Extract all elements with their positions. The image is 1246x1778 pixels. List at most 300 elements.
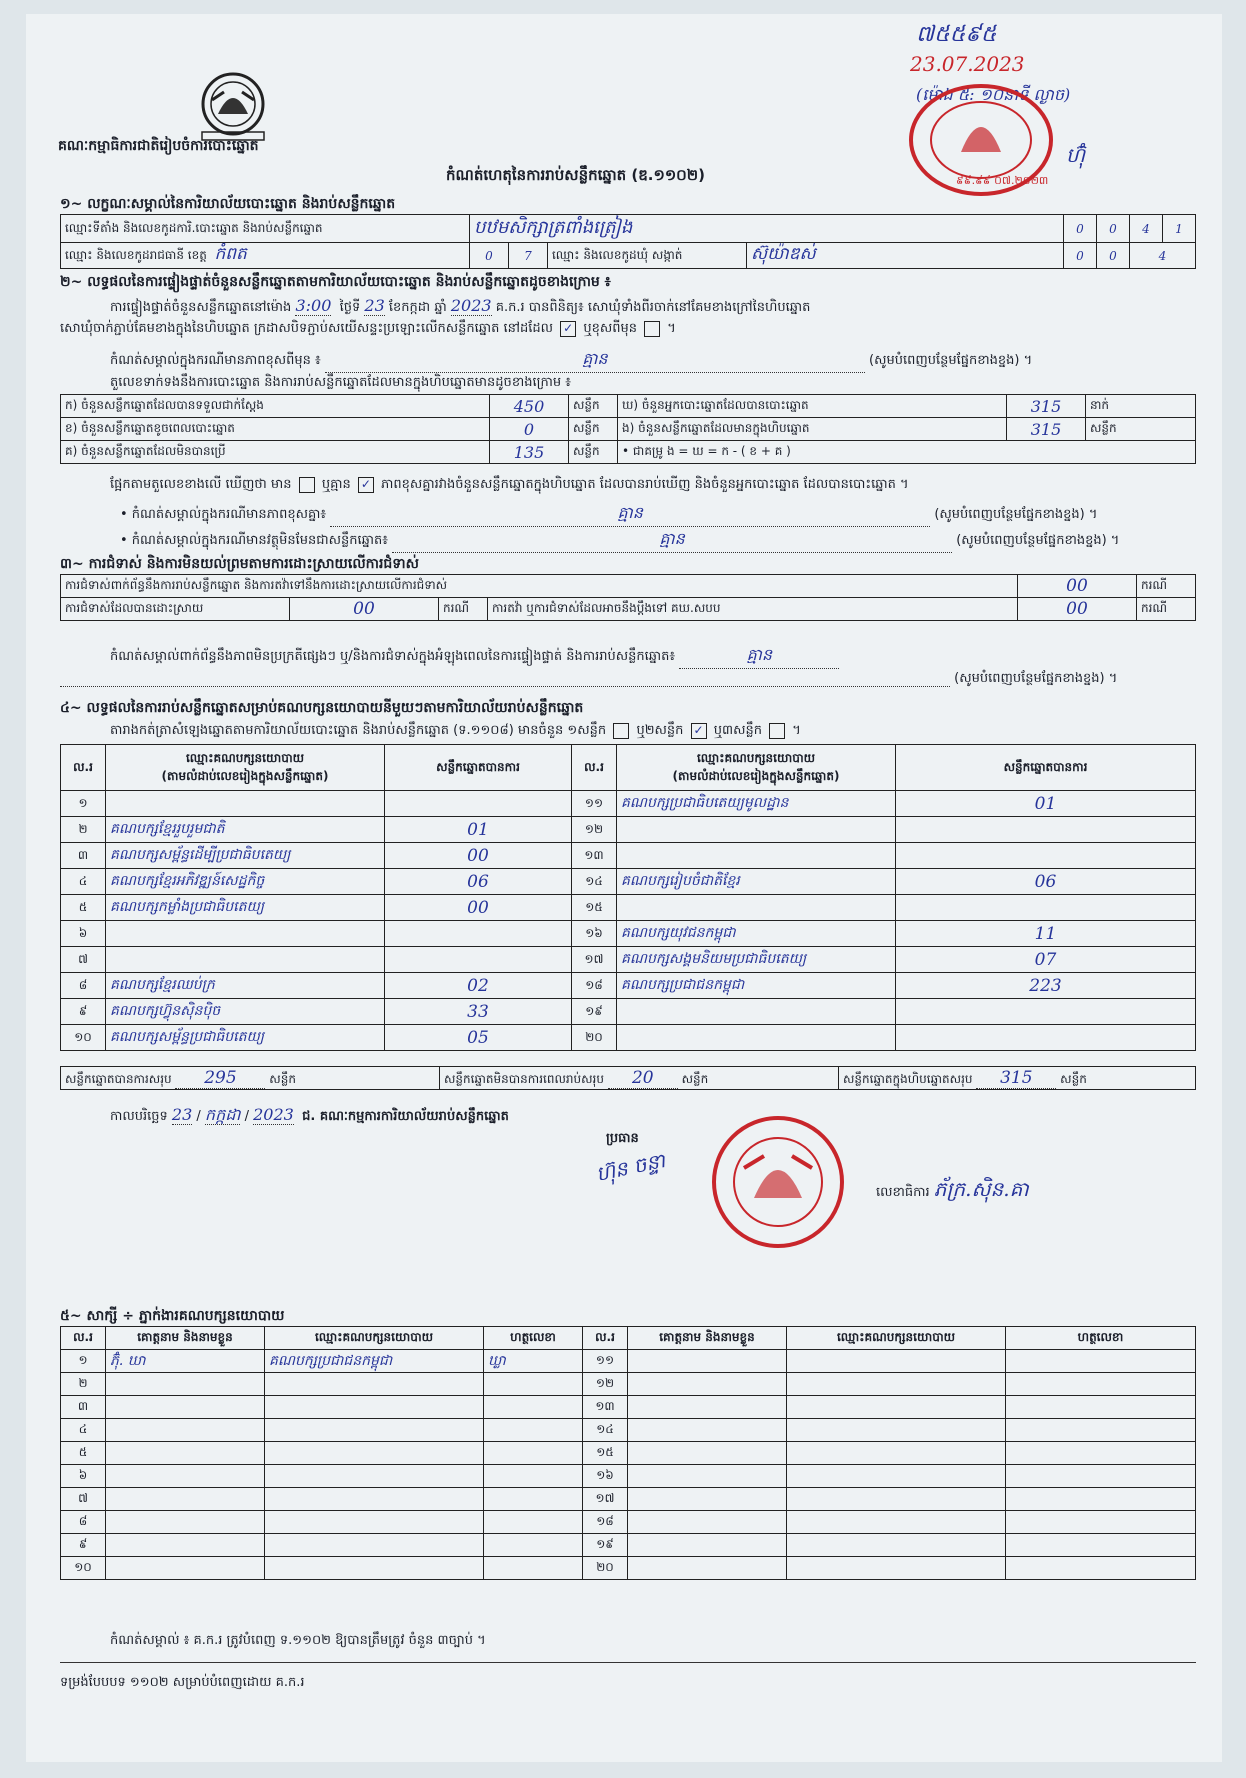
no-difference-checkbox[interactable]: ✓ <box>358 477 374 493</box>
witness-signature <box>1006 1373 1196 1396</box>
total-invalid-cell <box>440 1067 839 1090</box>
row-number: ១០ <box>61 1025 106 1051</box>
figure-value: 315 <box>1007 395 1086 418</box>
difference-note-line <box>110 348 1032 373</box>
row-number: ១៦ <box>572 921 617 947</box>
witness-body <box>61 1350 1196 1580</box>
station-code-digit: 0 <box>1064 215 1097 243</box>
section-2-heading: ២~ លទ្ធផលនៃការផ្ទៀងផ្ទាត់ចំនួនសន្លឹកឆ្នោតតាមការិយាល័យបោះឆ្នោត និងរាប់សន្លឹកឆ្នោតដូចខាងក្រោម ៖ <box>60 274 611 290</box>
vote-count: 223 <box>896 973 1196 999</box>
total-valid-value: 295 <box>175 1068 265 1089</box>
witness-signature <box>1006 1396 1196 1419</box>
witness-signature <box>1006 1534 1196 1557</box>
witness-party <box>265 1534 484 1557</box>
result-row <box>61 817 1196 843</box>
handwritten-code: ៧៥៥៩៥ <box>916 22 997 47</box>
row-number: ១៩ <box>572 999 617 1025</box>
changed-checkbox[interactable] <box>644 321 660 337</box>
witness-name <box>628 1465 787 1488</box>
verification-text: ការផ្ទៀងផ្ទាត់ចំនួនសន្លឹកឆ្នោតនៅម៉ោង <box>110 300 292 315</box>
commune-value: ស៊ុយ៉ាឌស់ <box>747 243 1064 269</box>
witness-signature <box>1006 1419 1196 1442</box>
witness-signature <box>484 1442 583 1465</box>
result-row <box>61 895 1196 921</box>
row-number: ៣ <box>61 1396 106 1419</box>
fill-hint: (សូមបំពេញបន្ថែមផ្នែកខាងខ្នង) ។ <box>869 353 1033 368</box>
party-name <box>617 895 896 921</box>
verification-text-b: គ.ក.រ បានពិនិត្យ៖ សោឃុំទាំងពីរចាក់នៅគែមខាងក្រៅនៃហិបឆ្នោត <box>495 300 811 315</box>
tally-intro: តារាងកត់ត្រាសំឡេងឆ្នោតតាមការិយាល័យបោះឆ្នោត និងរាប់សន្លឹកឆ្នោត (ទ.១១០៨) មានចំនួន ១សន្លឹក <box>110 723 607 738</box>
office-label: ជ. គណៈកម្មការការិយាល័យរាប់សន្លឹកឆ្នោត <box>302 1109 509 1124</box>
witness-signature <box>1006 1511 1196 1534</box>
witness-signature <box>1006 1350 1196 1373</box>
witness-name <box>106 1511 265 1534</box>
result-row <box>61 869 1196 895</box>
province-code-digit: 0 <box>470 243 509 269</box>
province-code-digit: 7 <box>509 243 548 269</box>
objections-table <box>60 574 1196 621</box>
figure-value: 0 <box>490 418 569 441</box>
commune-code-digit: 0 <box>1064 243 1097 269</box>
party-name <box>617 999 896 1025</box>
date-day: 23 <box>171 1105 193 1124</box>
row-number: ១ <box>61 1350 106 1373</box>
objection-unit: ករណី <box>1137 575 1196 598</box>
witness-name <box>106 1557 265 1580</box>
row-number: ៦ <box>61 1465 106 1488</box>
col-votes: សន្លឹកឆ្នោតបានការ <box>896 745 1196 791</box>
witness-row <box>61 1511 1196 1534</box>
row-number: ៤ <box>61 1419 106 1442</box>
bullet-value: គ្មាន <box>330 502 930 527</box>
witness-party <box>787 1488 1006 1511</box>
result-row <box>61 973 1196 999</box>
witness-name <box>106 1534 265 1557</box>
date-month: កក្កដា <box>204 1105 241 1124</box>
polling-station-table <box>60 214 1196 269</box>
party-results-table <box>60 744 1196 1051</box>
witness-name <box>106 1419 265 1442</box>
result-row <box>61 947 1196 973</box>
unit: សន្លឹក <box>269 1071 296 1086</box>
irregularity-note <box>110 644 839 669</box>
bullet-label: • កំណត់សម្គាល់ក្នុងករណីមានភាពខុសគ្នា៖ <box>120 507 327 522</box>
commune-code-digit: 4 <box>1130 243 1196 269</box>
commission-name: គណៈកម្មាធិការជាតិរៀបចំការបោះឆ្នោត <box>58 138 259 154</box>
unit: សន្លឹក <box>681 1071 709 1086</box>
province-label: ឈ្មោះ និងលេខកូដរាជធានី ខេត្ត <box>65 248 207 262</box>
witness-name <box>628 1350 787 1373</box>
figure-label: ង) ចំនួនសន្លឹកឆ្នោតដែលមានក្នុងហិបឆ្នោត <box>618 418 1007 441</box>
handwritten-time-note: (ម៉ោង ៥: ១០នាទី ល្ងាច) <box>916 85 1071 104</box>
commune-label: ឈ្មោះ និងលេខកូដឃុំ សង្កាត់ <box>548 243 747 269</box>
official-stamp-bottom <box>708 1112 848 1252</box>
witness-row <box>61 1373 1196 1396</box>
day-label: ថ្ងៃទី <box>339 300 361 315</box>
resolved-unit: ករណី <box>439 598 488 621</box>
row-number: ៧ <box>61 947 106 973</box>
col-no: ល.រ <box>61 745 106 791</box>
station-code-digit: 0 <box>1097 215 1130 243</box>
bullet-note-1 <box>120 502 1097 527</box>
form-footer: ទម្រង់បែបបទ ១១០២ សម្រាប់បំពេញដោយ គ.ក.រ <box>60 1675 305 1690</box>
witness-party <box>265 1465 484 1488</box>
stamp-number: ៩៩.៩៩ ០៧.២០២៣ <box>956 174 1049 187</box>
witness-party <box>787 1396 1006 1419</box>
witness-row <box>61 1557 1196 1580</box>
vote-count <box>385 791 572 817</box>
fill-hint: (សូមបំពេញបន្ថែមផ្នែកខាងខ្នង) ។ <box>956 533 1120 548</box>
row-number: ២ <box>61 817 106 843</box>
date-label: កាលបរិច្ឆេទ <box>110 1109 168 1124</box>
chair-signature: ហ៊ុន ចន្ទា <box>593 1148 668 1187</box>
party-name: គណបក្សកម្លាំងប្រជាធិបតេយ្យ <box>106 895 385 921</box>
bullet-value: គ្មាន <box>392 528 952 553</box>
row-number: ១៧ <box>572 947 617 973</box>
witness-party <box>265 1396 484 1419</box>
party-name: គណបក្សយុវជនកម្ពុជា <box>617 921 896 947</box>
irregularity-line-2 <box>60 670 1196 689</box>
bullet-label: • កំណត់សម្គាល់ក្នុងករណីមានវត្ថុមិនមែនជាសន្លឹកឆ្នោត៖ <box>120 533 388 548</box>
nec-logo-emblem <box>194 70 272 144</box>
witness-signature <box>484 1465 583 1488</box>
party-name <box>617 817 896 843</box>
footer-divider <box>60 1662 1196 1663</box>
row-number: ២០ <box>583 1557 628 1580</box>
row-number: ២០ <box>572 1025 617 1051</box>
col-name: គោត្តនាម និងនាមខ្លួន <box>106 1327 265 1350</box>
party-name <box>106 921 385 947</box>
difference-note-label: កំណត់សម្គាល់ក្នុងករណីមានភាពខុសពីមុន ៖ <box>110 353 321 368</box>
witness-signature <box>1006 1488 1196 1511</box>
witness-name <box>628 1396 787 1419</box>
witness-signature <box>484 1396 583 1419</box>
witness-name <box>628 1488 787 1511</box>
party-name: គណបក្សសង្គមនិយមប្រជាធិបតេយ្យ <box>617 947 896 973</box>
witness-row <box>61 1442 1196 1465</box>
col-no: ល.រ <box>572 745 617 791</box>
col-party-title: ឈ្មោះគណបក្សនយោបាយ <box>185 750 305 765</box>
blank-line <box>60 671 950 687</box>
row-number: ១១ <box>572 791 617 817</box>
col-sign: ហត្ថលេខា <box>1006 1327 1196 1350</box>
party-name <box>106 791 385 817</box>
row-number: ១១ <box>583 1350 628 1373</box>
bullet-note-2 <box>120 528 1119 553</box>
row-number: ១៥ <box>583 1442 628 1465</box>
compare-tail: ភាពខុសគ្នារវាងចំនួនសន្លឹកឆ្នោតក្នុងហិបឆ្នោត ដែលបានរាប់ឃើញ និងចំនួនអ្នកបោះឆ្នោត ដែលបានបោះឆ្នោត ។ <box>381 477 909 492</box>
witness-party <box>265 1488 484 1511</box>
col-party-title: ឈ្មោះគណបក្សនយោបាយ <box>696 750 816 765</box>
compare-text: ផ្អែកតាមតួលេខខាងលើ ឃើញថា មាន <box>110 477 292 492</box>
irregularity-label: កំណត់សម្គាល់ពាក់ព័ន្ធនឹងភាពមិនប្រក្រតីផ្សេងៗ ឬ/និងការជំទាស់ក្នុងអំឡុងពេលនៃការផ្ទៀងផ្ទាត់ និងការរាប់សន្លឹកឆ្នោត៖ <box>110 649 676 664</box>
witness-party <box>265 1557 484 1580</box>
station-name-label: ឈ្មោះទីតាំង និងលេខកូដការិ.បោះឆ្នោត និងរាប់សន្លឹកឆ្នោត <box>61 215 470 243</box>
two-sheet-label: ឬ២សន្លឹក <box>636 723 684 738</box>
section-5-heading: ៥~ សាក្សី ÷ ភ្នាក់ងារគណបក្សនយោបាយ <box>60 1308 285 1324</box>
witness-name: ភ៊ុំ. ឃា <box>106 1350 265 1373</box>
changed-label: ឬខុសពីមុន <box>583 321 637 336</box>
vote-count: 01 <box>385 817 572 843</box>
row-number: ២ <box>61 1373 106 1396</box>
witness-row <box>61 1396 1196 1419</box>
witness-name <box>628 1557 787 1580</box>
figure-value: 315 <box>1007 418 1086 441</box>
figure-label: ឃ) ចំនួនអ្នកបោះឆ្នោតដែលបានបោះឆ្នោត <box>618 395 1007 418</box>
row-number: ៩ <box>61 999 106 1025</box>
col-party-sub: (តាមលំដាប់លេខរៀងក្នុងសន្លឹកឆ្នោត) <box>161 768 329 783</box>
row-number: ១៣ <box>572 843 617 869</box>
witness-signature <box>1006 1442 1196 1465</box>
two-sheet-checkbox[interactable]: ✓ <box>691 723 707 739</box>
vote-count <box>896 1025 1196 1051</box>
col-party <box>617 745 896 791</box>
verification-line-2: សោឃុំចាក់ភ្ជាប់គែមខាងក្នុងនៃហិបឆ្នោត ក្រដាសបិទភ្ជាប់សយើសន្ទះប្រឡោះលើកសន្លឹកឆ្នោត នៅដដែល ✓ ឬខុសពីមុន ។ <box>60 320 676 336</box>
row-number: ៧ <box>61 1488 106 1511</box>
section-3-heading: ៣~ ការជំទាស់ និងការមិនយល់ព្រមតាមការដោះស្រាយលើការជំទាស់ <box>60 556 419 572</box>
fill-hint: (សូមបំពេញបន្ថែមផ្នែកខាងខ្នង) ។ <box>934 507 1098 522</box>
figure-value: 450 <box>490 395 569 418</box>
row-number: ៣ <box>61 843 106 869</box>
witness-signature: ឃ្លា <box>484 1350 583 1373</box>
total-valid-label: សន្លឹកឆ្នោតបានការសរុប <box>65 1071 172 1086</box>
result-row <box>61 1025 1196 1051</box>
col-party <box>106 745 385 791</box>
figures-intro: តួលេខទាក់ទងនឹងការបោះឆ្នោត និងការរាប់សន្លឹកឆ្នោតដែលមានក្នុងហិបឆ្នោតមានដូចខាងក្រោម ៖ <box>110 375 571 390</box>
station-code-digit: 1 <box>1163 215 1196 243</box>
witness-row <box>61 1465 1196 1488</box>
witness-party <box>787 1442 1006 1465</box>
irregularity-value: គ្មាន <box>679 644 839 669</box>
col-party: ឈ្មោះគណបក្សនយោបាយ <box>787 1327 1006 1350</box>
results-totals <box>60 1066 1196 1090</box>
row-number: ៦ <box>61 921 106 947</box>
col-party: ឈ្មោះគណបក្សនយោបាយ <box>265 1327 484 1350</box>
row-number: ១៩ <box>583 1534 628 1557</box>
witness-name <box>628 1442 787 1465</box>
row-number: ៨ <box>61 1511 106 1534</box>
tally-sheet-count-line: តារាងកត់ត្រាសំឡេងឆ្នោតតាមការិយាល័យបោះឆ្នោត និងរាប់សន្លឹកឆ្នោត (ទ.១១០៨) មានចំនួន ១សន្លឹក ឬ២សន្លឹក ✓ ឬ៣សន្លឹក ។ <box>110 722 801 738</box>
witness-name <box>106 1442 265 1465</box>
witness-row <box>61 1534 1196 1557</box>
appeal-unit: ករណី <box>1137 598 1196 621</box>
party-name: គណបក្សខ្មែររួបរួមជាតិ <box>106 817 385 843</box>
resolved-label: ការជំទាស់ដែលបានដោះស្រាយ <box>61 598 290 621</box>
month-label: ខែកក្កដា ឆ្នាំ <box>388 300 447 315</box>
figure-unit: សន្លឹក <box>1086 418 1196 441</box>
ballot-figures-table <box>60 394 1196 464</box>
witness-signature <box>484 1534 583 1557</box>
secretary-label: លេខាធិការ <box>876 1185 930 1200</box>
vote-count: 01 <box>896 791 1196 817</box>
witness-name <box>106 1465 265 1488</box>
vote-count <box>896 895 1196 921</box>
row-number: ១៤ <box>572 869 617 895</box>
witness-party <box>787 1511 1006 1534</box>
row-number: ១៥ <box>572 895 617 921</box>
witness-name <box>106 1488 265 1511</box>
party-name <box>617 1025 896 1051</box>
figure-unit: នាក់ <box>1086 395 1196 418</box>
witness-signature <box>484 1373 583 1396</box>
party-name <box>106 947 385 973</box>
vote-count: 00 <box>385 895 572 921</box>
party-name: គណបក្សសម្ព័ន្ធប្រជាធិបតេយ្យ <box>106 1025 385 1051</box>
witness-party <box>265 1511 484 1534</box>
appeal-label: ការតវ៉ា ឬការជំទាស់ដែលអាចនឹងប្តឹងទៅ គឃ.សបប <box>488 598 1018 621</box>
witness-party <box>787 1350 1006 1373</box>
chair-label: ប្រធាន <box>606 1131 639 1146</box>
col-no: ល.រ <box>61 1327 106 1350</box>
vote-count: 05 <box>385 1025 572 1051</box>
party-name: គណបក្សសម្ព័ន្ធដើម្បីប្រជាធិបតេយ្យ <box>106 843 385 869</box>
verification-line-1 <box>110 296 810 318</box>
verification-day: 23 <box>364 296 385 315</box>
witness-signature <box>484 1557 583 1580</box>
vote-count <box>896 843 1196 869</box>
province-value: កំពត <box>214 244 247 264</box>
result-row <box>61 999 1196 1025</box>
secretary-line <box>876 1176 1029 1206</box>
party-name: គណបក្សប្រជាធិបតេយ្យមូលដ្ឋាន <box>617 791 896 817</box>
col-votes: សន្លឹកឆ្នោតបានការ <box>385 745 572 791</box>
witness-name <box>628 1419 787 1442</box>
party-name <box>617 843 896 869</box>
row-number: ១ <box>61 791 106 817</box>
row-number: ១៨ <box>583 1511 628 1534</box>
witness-party <box>787 1373 1006 1396</box>
witness-row <box>61 1419 1196 1442</box>
vote-count: 33 <box>385 999 572 1025</box>
row-number: ១២ <box>583 1373 628 1396</box>
witness-name <box>106 1396 265 1419</box>
vote-count: 06 <box>896 869 1196 895</box>
row-number: ១៣ <box>583 1396 628 1419</box>
vote-count <box>385 921 572 947</box>
vote-count <box>896 999 1196 1025</box>
row-number: ១៦ <box>583 1465 628 1488</box>
witness-row <box>61 1488 1196 1511</box>
row-number: ១០ <box>61 1557 106 1580</box>
commune-code-digit: 0 <box>1097 243 1130 269</box>
witness-name <box>106 1373 265 1396</box>
resolved-value: 00 <box>290 598 439 621</box>
vote-count: 11 <box>896 921 1196 947</box>
verification-year: 2023 <box>450 296 492 315</box>
party-name: គណបក្សខ្មែរអភិវឌ្ឍន៍សេដ្ឋកិច្ច <box>106 869 385 895</box>
total-box-cell <box>839 1067 1196 1090</box>
vote-count: 00 <box>385 843 572 869</box>
row-number: ៨ <box>61 973 106 999</box>
col-name: គោត្តនាម និងនាមខ្លួន <box>628 1327 787 1350</box>
vote-count: 07 <box>896 947 1196 973</box>
one-sheet-checkbox[interactable] <box>613 723 629 739</box>
witness-name <box>628 1511 787 1534</box>
unit: សន្លឹក <box>1060 1071 1087 1086</box>
province-cell <box>61 243 470 269</box>
total-invalid-value: 20 <box>608 1068 678 1089</box>
three-sheet-label: ឬ៣សន្លឹក <box>713 723 762 738</box>
secretary-signature: ភ័ក្រ.ស៊ិន.គា <box>933 1177 1029 1201</box>
compare-line <box>110 476 909 495</box>
witness-party <box>787 1419 1006 1442</box>
row-number: ១៤ <box>583 1419 628 1442</box>
witness-party <box>787 1534 1006 1557</box>
seal-intact-text: សោឃុំចាក់ភ្ជាប់គែមខាងក្នុងនៃហិបឆ្នោត ក្រដាសបិទភ្ជាប់សយើសន្ទះប្រឡោះលើកសន្លឹកឆ្នោត នៅដដែល <box>60 321 554 336</box>
results-body <box>61 791 1196 1051</box>
row-number: ៥ <box>61 895 106 921</box>
witness-party <box>265 1442 484 1465</box>
handwritten-initial: ហ៊ុំ <box>1066 143 1086 167</box>
witness-signature <box>1006 1557 1196 1580</box>
result-row <box>61 791 1196 817</box>
has-difference-checkbox[interactable] <box>299 477 315 493</box>
party-name: គណបក្សហ៊្វុនស៊ិនប៉ិច <box>106 999 385 1025</box>
appeal-value: 00 <box>1018 598 1137 621</box>
witness-signature <box>484 1419 583 1442</box>
witness-party <box>265 1419 484 1442</box>
total-valid-cell <box>61 1067 440 1090</box>
row-number: ១៨ <box>572 973 617 999</box>
total-invalid-label: សន្លឹកឆ្នោតមិនបានការពេលរាប់សរុប <box>444 1071 604 1086</box>
witness-party <box>787 1465 1006 1488</box>
party-name: គណបក្សរៀបចំជាតិខ្មែរ <box>617 869 896 895</box>
col-party-sub: (តាមលំដាប់លេខរៀងក្នុងសន្លឹកឆ្នោត) <box>672 768 840 783</box>
figure-value: 135 <box>490 441 569 464</box>
vote-count <box>385 947 572 973</box>
fill-hint: (សូមបំពេញបន្ថែមផ្នែកខាងខ្នង) ។ <box>954 671 1118 686</box>
figure-unit: សន្លឹក <box>569 441 618 464</box>
figure-unit: សន្លឹក <box>569 395 618 418</box>
witness-party <box>787 1557 1006 1580</box>
form-title: កំណត់ហេតុនៃការរាប់សន្លឹកឆ្នោត (ឌ.១១០២) <box>446 166 706 184</box>
row-number: ៥ <box>61 1442 106 1465</box>
witness-row <box>61 1350 1196 1373</box>
difference-note-value: គ្មាន <box>325 348 865 373</box>
form-sheet <box>26 14 1222 1762</box>
objection-value: 00 <box>1018 575 1137 598</box>
vote-count: 02 <box>385 973 572 999</box>
same-checkbox[interactable]: ✓ <box>560 321 576 337</box>
party-name: គណបក្សខ្មែរឈប់ក្រ <box>106 973 385 999</box>
total-box-value: 315 <box>976 1068 1056 1089</box>
witness-signature <box>484 1488 583 1511</box>
vote-count: 06 <box>385 869 572 895</box>
witness-signature <box>1006 1465 1196 1488</box>
row-number: ១២ <box>572 817 617 843</box>
objection-label: ការជំទាស់ពាក់ព័ន្ធនឹងការរាប់សន្លឹកឆ្នោត និងការតវ៉ាទៅនឹងការដោះស្រាយលើការជំទាស់ <box>61 575 1018 598</box>
party-name: គណបក្សប្រជាជនកម្ពុជា <box>617 973 896 999</box>
witness-signature <box>484 1511 583 1534</box>
total-box-label: សន្លឹកឆ្នោតក្នុងហិបឆ្នោតសរុប <box>843 1071 973 1086</box>
station-name-value: បឋមសិក្សាត្រពាំងត្រៀង <box>470 215 1064 243</box>
section-1-heading: ១~ លក្ខណៈសម្គាល់នៃការិយាល័យបោះឆ្នោត និងរាប់សន្លឹកឆ្នោត <box>60 196 396 212</box>
row-number: ៤ <box>61 869 106 895</box>
section-4-heading: ៤~ លទ្ធផលនៃការរាប់សន្លឹកឆ្នោតសម្រាប់គណបក្សនយោបាយនីមួយៗតាមការិយាល័យរាប់សន្លឹកឆ្នោត <box>60 700 584 716</box>
three-sheet-checkbox[interactable] <box>769 723 785 739</box>
col-no: ល.រ <box>583 1327 628 1350</box>
date-year: 2023 <box>253 1105 294 1124</box>
figure-label: ក) ចំនួនសន្លឹកឆ្នោតដែលបានទទួលជាក់ស្តែង <box>61 395 490 418</box>
witness-name <box>628 1534 787 1557</box>
station-code-digit: 4 <box>1130 215 1163 243</box>
row-number: ១៧ <box>583 1488 628 1511</box>
formula: • ជាគម្រូ ង = ឃ = ក - ( ខ + គ ) <box>618 441 1196 464</box>
witness-party <box>265 1373 484 1396</box>
figure-label: គ) ចំនួនសន្លឹកឆ្នោតដែលមិនបានប្រើ <box>61 441 490 464</box>
col-sign: ហត្ថលេខា <box>484 1327 583 1350</box>
witness-note: កំណត់សម្គាល់ ៖ គ.ក.រ ត្រូវបំពេញ ទ.១១០២ ឱ្យបានត្រឹមត្រូវ ចំនួន ៣ច្បាប់ ។ <box>110 1633 486 1648</box>
